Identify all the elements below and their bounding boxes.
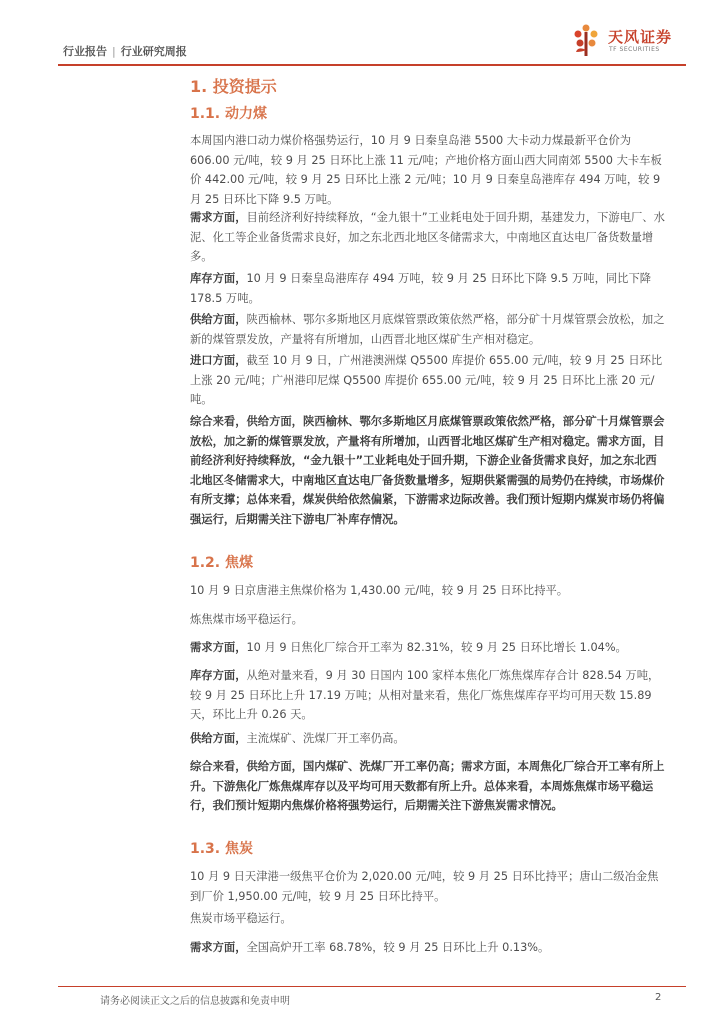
report-category <box>63 43 187 59</box>
subcategory-label: 行业研究周报 <box>120 45 187 58</box>
coking-coal-market-paragraph: 炼焦煤市场平稳运行。 <box>190 613 303 626</box>
thermal-coal-price-paragraph: 本周国内港口动力煤价格强势运行，10 月 9 日秦皇岛港 5500 大卡动力煤最新平仓价为 606.00 元/吨，较 9 月 25 日环比上涨 11 元/吨；产地价格方面山西大同南郊 5500 大卡车板价 442.00 元/吨，较 9 月 25 日环比上涨 2 元/吨；10 月 9 日秦皇岛港库存 494 万吨，较 9 月 25 日环比下降 9.5 万吨。 <box>190 134 662 206</box>
category-label: 行业报告 <box>63 45 107 58</box>
subsection-title-coking-coal: 1.2. 焦煤 <box>190 555 253 571</box>
supply-text: 陕西榆林、鄂尔多斯地区月底煤管票政策依然严格，部分矿十月煤管票会放松，加之新的煤管票发放，产量将有所增加，山西晋北地区煤矿生产相对稳定。 <box>190 313 665 346</box>
coking-coal-demand-paragraph <box>190 638 666 658</box>
coke-market-paragraph: 焦炭市场平稳运行。 <box>190 912 292 925</box>
coking-coal-summary-paragraph: 综合来看，供给方面，国内煤矿、洗煤厂开工率仍高；需求方面，本周焦化厂综合开工率有所上升。下游焦化厂炼焦煤库存以及平均可用天数都有所上升。总体来看，本周炼焦煤市场平稳运行，我们预计短期内焦煤价格将强势运行，后期需关注下游焦炭需求情况。 <box>190 760 665 812</box>
thermal-coal-import-paragraph <box>190 351 666 410</box>
footer-divider <box>58 986 686 987</box>
demand-label: 需求方面， <box>190 211 247 224</box>
import-text: 截至 10 月 9 日，广州港澳洲煤 Q5500 库提价 655.00 元/吨，较 9 月 25 日环比上涨 20 元/吨；广州港印尼煤 Q5500 库提价 655.00 元/吨，较 9 月 25 日环比上涨 20 元/吨。 <box>190 354 663 406</box>
supply-label: 供给方面， <box>190 732 247 745</box>
supply-text: 主流煤矿、洗煤厂开工率仍高。 <box>246 732 405 745</box>
inventory-label: 库存方面， <box>190 272 247 285</box>
demand-label: 需求方面， <box>190 641 247 654</box>
page-number: 2 <box>655 992 662 1003</box>
logo-name: 天风证券 <box>608 28 673 46</box>
demand-text: 全国高炉开工率 68.78%，较 9 月 25 日环比上升 0.13%。 <box>246 941 550 954</box>
coking-coal-supply-paragraph <box>190 729 666 749</box>
company-logo <box>572 22 682 62</box>
coke-price-paragraph: 10 月 9 日天津港一级焦平仓价为 2,020.00 元/吨，较 9 月 25 日环比持平；唐山二级冶金焦到厂价 1,950.00 元/吨，较 9 月 25 日环比持平。 <box>190 870 659 903</box>
demand-label: 需求方面， <box>190 941 247 954</box>
footer-disclaimer: 请务必阅读正文之后的信息披露和免责申明 <box>100 996 290 1007</box>
thermal-coal-demand-paragraph <box>190 208 666 267</box>
subsection-title-coke: 1.3. 焦炭 <box>190 841 253 857</box>
page-header <box>0 0 724 68</box>
flower-logo-icon <box>572 22 600 58</box>
coking-coal-price-paragraph: 10 月 9 日京唐港主焦煤价格为 1,430.00 元/吨，较 9 月 25 日环比持平。 <box>190 584 569 597</box>
inventory-text: 10 月 9 日秦皇岛港库存 494 万吨，较 9 月 25 日环比下降 9.5 万吨，同比下降 178.5 万吨。 <box>190 272 652 305</box>
coking-coal-inventory-paragraph <box>190 666 666 725</box>
thermal-coal-inventory-paragraph <box>190 269 666 308</box>
demand-text: 目前经济利好持续释放，“金九银十”工业耗电处于回升期，基建发力，下游电厂、水泥、化工等企业备货需求良好，加之东北西北地区冬储需求大，中南地区直达电厂备货数量增多。 <box>190 211 665 263</box>
section-title: 1. 投资提示 <box>190 77 277 96</box>
coke-demand-paragraph <box>190 938 666 958</box>
import-label: 进口方面， <box>190 354 247 367</box>
inventory-label: 库存方面， <box>190 669 247 682</box>
subsection-title-thermal-coal: 1.1. 动力煤 <box>190 106 267 122</box>
category-separator: | <box>112 45 116 58</box>
thermal-coal-supply-paragraph <box>190 310 666 349</box>
inventory-text: 从绝对量来看，9 月 30 日国内 100 家样本焦化厂炼焦煤库存合计 828.54 万吨，较 9 月 25 日环比上升 17.19 万吨；从相对量来看，焦化厂炼焦煤库存平均可用天数 15.89 天，环比上升 0.26 天。 <box>190 669 660 721</box>
demand-text: 10 月 9 日焦化厂综合开工率为 82.31%，较 9 月 25 日环比增长 1.04%。 <box>246 641 627 654</box>
logo-subtitle: TF SECURITIES <box>609 46 660 53</box>
header-divider <box>58 64 686 66</box>
thermal-coal-summary-paragraph: 综合来看，供给方面，陕西榆林、鄂尔多斯地区月底煤管票政策依然严格，部分矿十月煤管票会放松，加之新的煤管票发放，产量将有所增加，山西晋北地区煤矿生产相对稳定。需求方面，目前经济利好持续释放，“金九银十”工业耗电处于回升期，下游企业备货需求良好，加之东北西北地区冬储需求大，中南地区直达电厂备货数量增多，短期供紧需强的局势仍在持续，市场煤价有所支撑；总体来看，煤炭供给依然偏紧，下游需求边际改善。我们预计短期内煤炭市场仍将偏强运行，后期需关注下游电厂补库存情况。 <box>190 415 665 526</box>
supply-label: 供给方面， <box>190 313 247 326</box>
